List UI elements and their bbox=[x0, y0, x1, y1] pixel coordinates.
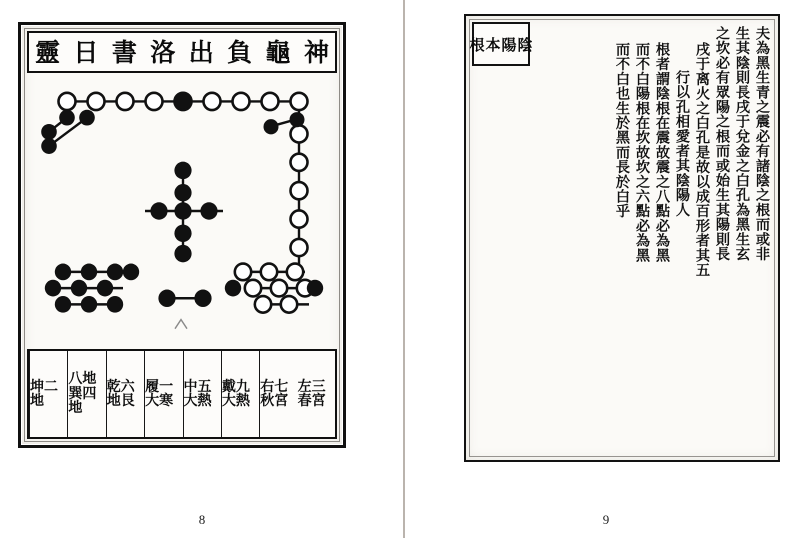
plate-title-char: 負 bbox=[227, 37, 253, 67]
luoshu-dot-diagram bbox=[27, 73, 337, 349]
luoshu-plate bbox=[18, 22, 346, 448]
plate-title-char: 龜 bbox=[265, 37, 291, 67]
text-column: 根者謂陰根在震故震之八點必為黑 bbox=[654, 42, 670, 263]
plate-title-char: 日 bbox=[73, 37, 99, 67]
header-char: 陽 bbox=[501, 35, 517, 54]
luoshu-diagram-svg bbox=[27, 73, 337, 349]
legend-cell bbox=[259, 351, 297, 437]
legend-cell bbox=[221, 351, 259, 437]
legend-cell bbox=[183, 351, 221, 437]
plate-title-char: 出 bbox=[188, 37, 214, 67]
right-page bbox=[404, 0, 808, 538]
plate-title bbox=[27, 31, 337, 73]
text-column: 而不白也生於黑而長於白乎 bbox=[614, 42, 630, 219]
folio-number-left: 8 bbox=[198, 512, 206, 527]
header-char: 陰 bbox=[517, 35, 533, 54]
text-column: 之坎必有眾陽之根而或始生其陽則長 bbox=[714, 26, 730, 262]
legend-cell-text: 八地巽四地 bbox=[68, 371, 97, 417]
header-char: 本 bbox=[485, 35, 501, 54]
legend-cell bbox=[67, 351, 105, 437]
legend-cell bbox=[144, 351, 182, 437]
legend-cell-text: 右七秋宮 bbox=[260, 378, 289, 409]
header-char: 根 bbox=[469, 35, 485, 54]
legend-cell-text: 左三春宮 bbox=[297, 378, 326, 409]
plate-legend bbox=[27, 349, 337, 439]
legend-cell-text: 乾六地艮 bbox=[106, 378, 135, 409]
legend-cell bbox=[298, 351, 335, 437]
legend-cell bbox=[106, 351, 144, 437]
text-column: 夫為黑生青之震必有諸陰之根而或非 bbox=[754, 26, 770, 262]
plate-title-char: 書 bbox=[111, 37, 137, 67]
text-column: 戌于离火之白孔是故以成百形者其五 bbox=[694, 42, 710, 278]
text-column: 生其陰則長戌于兌金之白孔為黑生玄 bbox=[734, 26, 750, 262]
legend-cell bbox=[29, 351, 67, 437]
legend-cell-text: 坤二地 bbox=[30, 378, 58, 409]
text-column: 行以孔相愛者其陰陽人 bbox=[674, 70, 690, 217]
text-column: 而不白陽根在坎故坎之六點必為黑 bbox=[634, 42, 650, 263]
plate-title-char: 洛 bbox=[150, 37, 176, 67]
legend-cell-text: 戴九大熱 bbox=[221, 378, 250, 409]
folio-number-right: 9 bbox=[602, 512, 610, 527]
legend-cell-text: 中五大熱 bbox=[183, 378, 212, 409]
text-columns bbox=[474, 24, 770, 452]
plate-title-char: 神 bbox=[303, 37, 329, 67]
text-plate bbox=[464, 14, 780, 462]
legend-cell-text: 履一大寒 bbox=[145, 378, 174, 409]
plate-title-char: 靈 bbox=[35, 37, 61, 67]
chapter-header-box bbox=[469, 22, 533, 66]
page-gutter bbox=[403, 0, 405, 538]
